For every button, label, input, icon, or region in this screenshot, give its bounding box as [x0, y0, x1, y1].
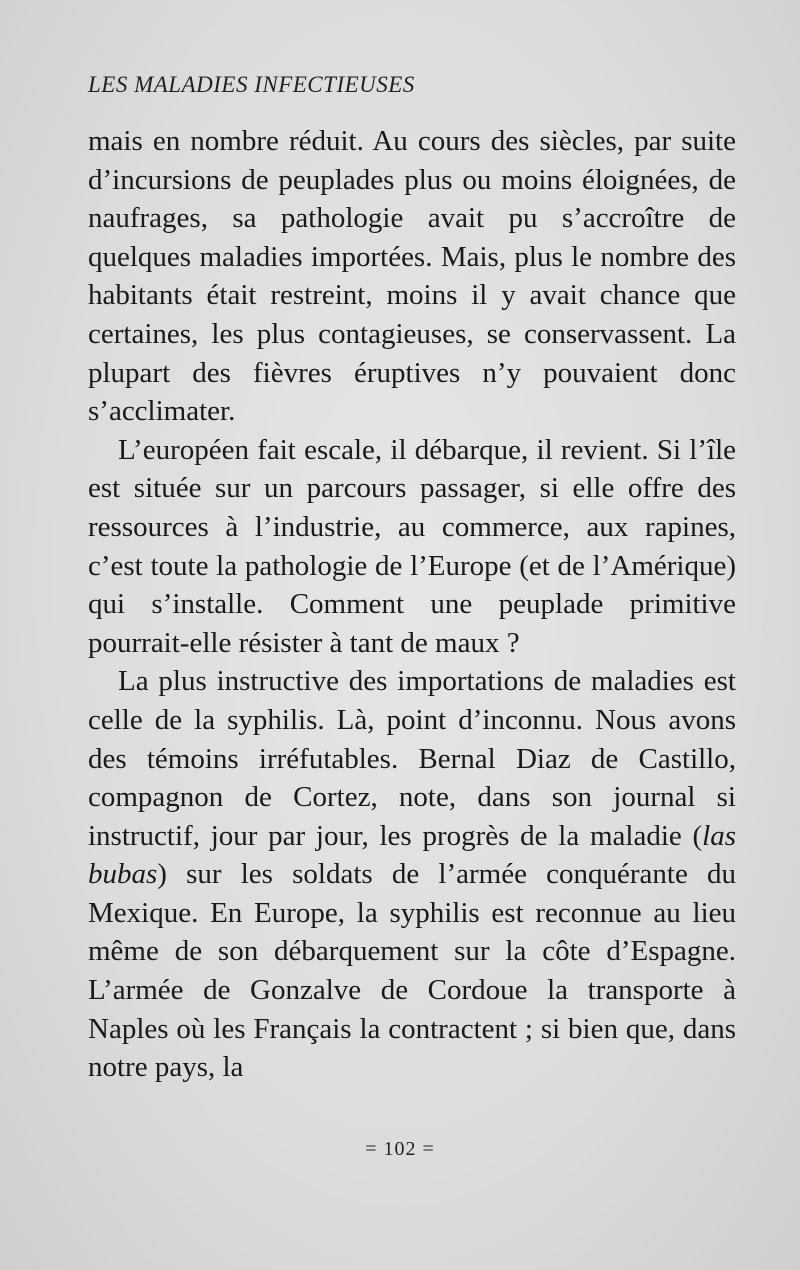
paragraph-2: L’européen fait escale, il débarque, il revient. Si l’île est située sur un parcours passager, si elle offre des ressources à l’industrie, au commerce, aux rapines, c’est toute la pathologie de l’Europe (et de l’Amérique) qui s’installe. Comment une peuplade primitive pourrait-elle résister à tant de maux ? — [88, 433, 736, 659]
body-text — [88, 122, 736, 1087]
paragraph-3-italic-phrase: las bubas — [88, 819, 736, 891]
page-number: = 102 = — [365, 1138, 435, 1160]
paragraph-3 — [88, 662, 736, 1087]
paragraph-3-text-after: ) sur les soldats de l’armée conquérante du Mexique. En Europe, la syphilis est reconnue au lieu même de son débarquement sur la côte d’Espagne. L’armée de Gonzalve de Cordoue la transporte à Naples où les Français la contractent ; si bien que, dans notre pays, la — [88, 858, 736, 1084]
running-head: LES MALADIES INFECTIEUSES — [88, 72, 415, 97]
paragraph-1: mais en nombre réduit. Au cours des siècles, par suite d’incursions de peuplades plus ou moins éloignées, de naufrages, sa pathologie avait pu s’accroître de quelques maladies importées. Mais, plus le nombre des habitants était restreint, moins il y avait chance que certaines, les plus contagieuses, se conservassent. La plupart des fièvres éruptives n’y pouvaient donc s’acclimater. — [88, 125, 736, 428]
paragraph-3-text-before: La plus instructive des importations de maladies est celle de la syphilis. Là, point d’inconnu. Nous avons des témoins irréfutables. Bernal Diaz de Castillo, compagnon de Cortez, note, dans son journal si instructif, jour par jour, les progrès de la maladie ( — [88, 665, 736, 852]
